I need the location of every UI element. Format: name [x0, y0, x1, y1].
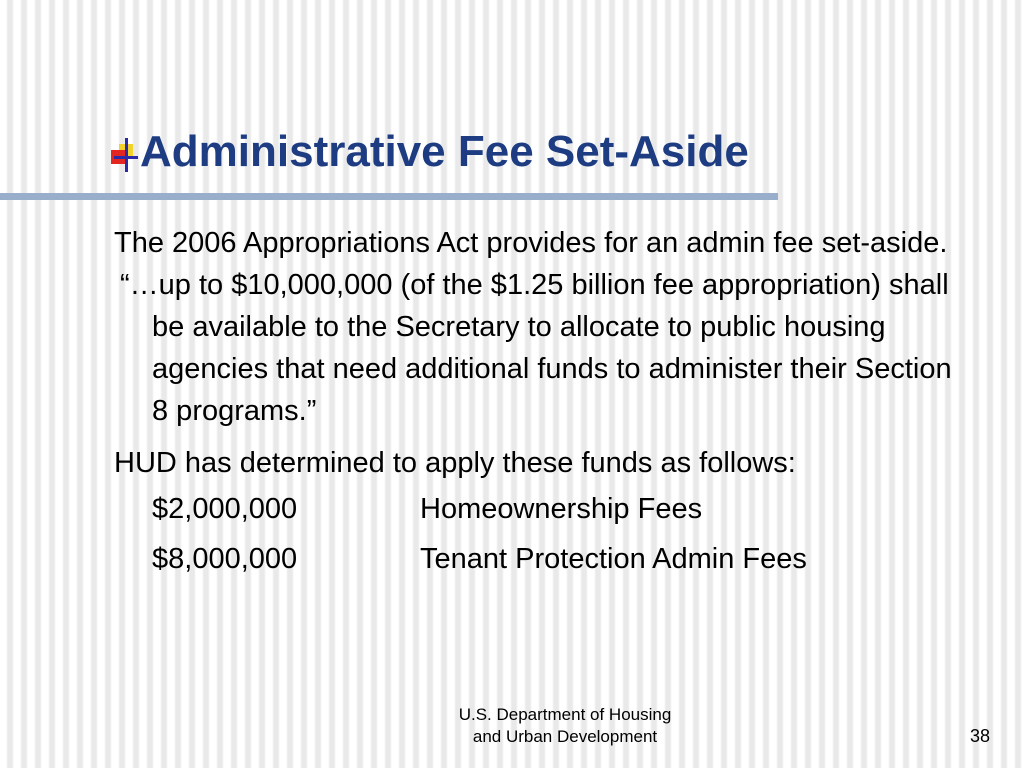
- footer-organization: [410, 704, 720, 748]
- slide-title: Administrative Fee Set-Aside: [140, 127, 749, 176]
- allocation-amount: $2,000,000: [152, 493, 298, 525]
- title-divider: [0, 193, 778, 200]
- bullet-squares-icon: [108, 132, 138, 172]
- footer-org-line2: and Urban Development: [472, 727, 658, 746]
- page-number: 38: [969, 726, 990, 746]
- allocation-row: [114, 488, 974, 530]
- intro-paragraph: The 2006 Appropriations Act provides for an admin fee set-aside.: [114, 227, 948, 259]
- title-bar: [108, 122, 749, 182]
- allocation-label: Homeownership Fees: [420, 493, 703, 525]
- slide-body: [114, 222, 974, 588]
- allocation-row: [114, 538, 974, 580]
- quote-paragraph: “…up to $10,000,000 (of the $1.25 billion fee appropriation) shall be available to the Secretary to allocate to public housing agencies that need additional funds to administer their Section 8 programs.”: [120, 269, 952, 427]
- allocation-label: Tenant Protection Admin Fees: [420, 543, 807, 575]
- footer-org-line1: U.S. Department of Housing: [458, 705, 672, 724]
- determination-paragraph: HUD has determined to apply these funds as follows:: [114, 447, 796, 479]
- allocation-amount: $8,000,000: [152, 543, 298, 575]
